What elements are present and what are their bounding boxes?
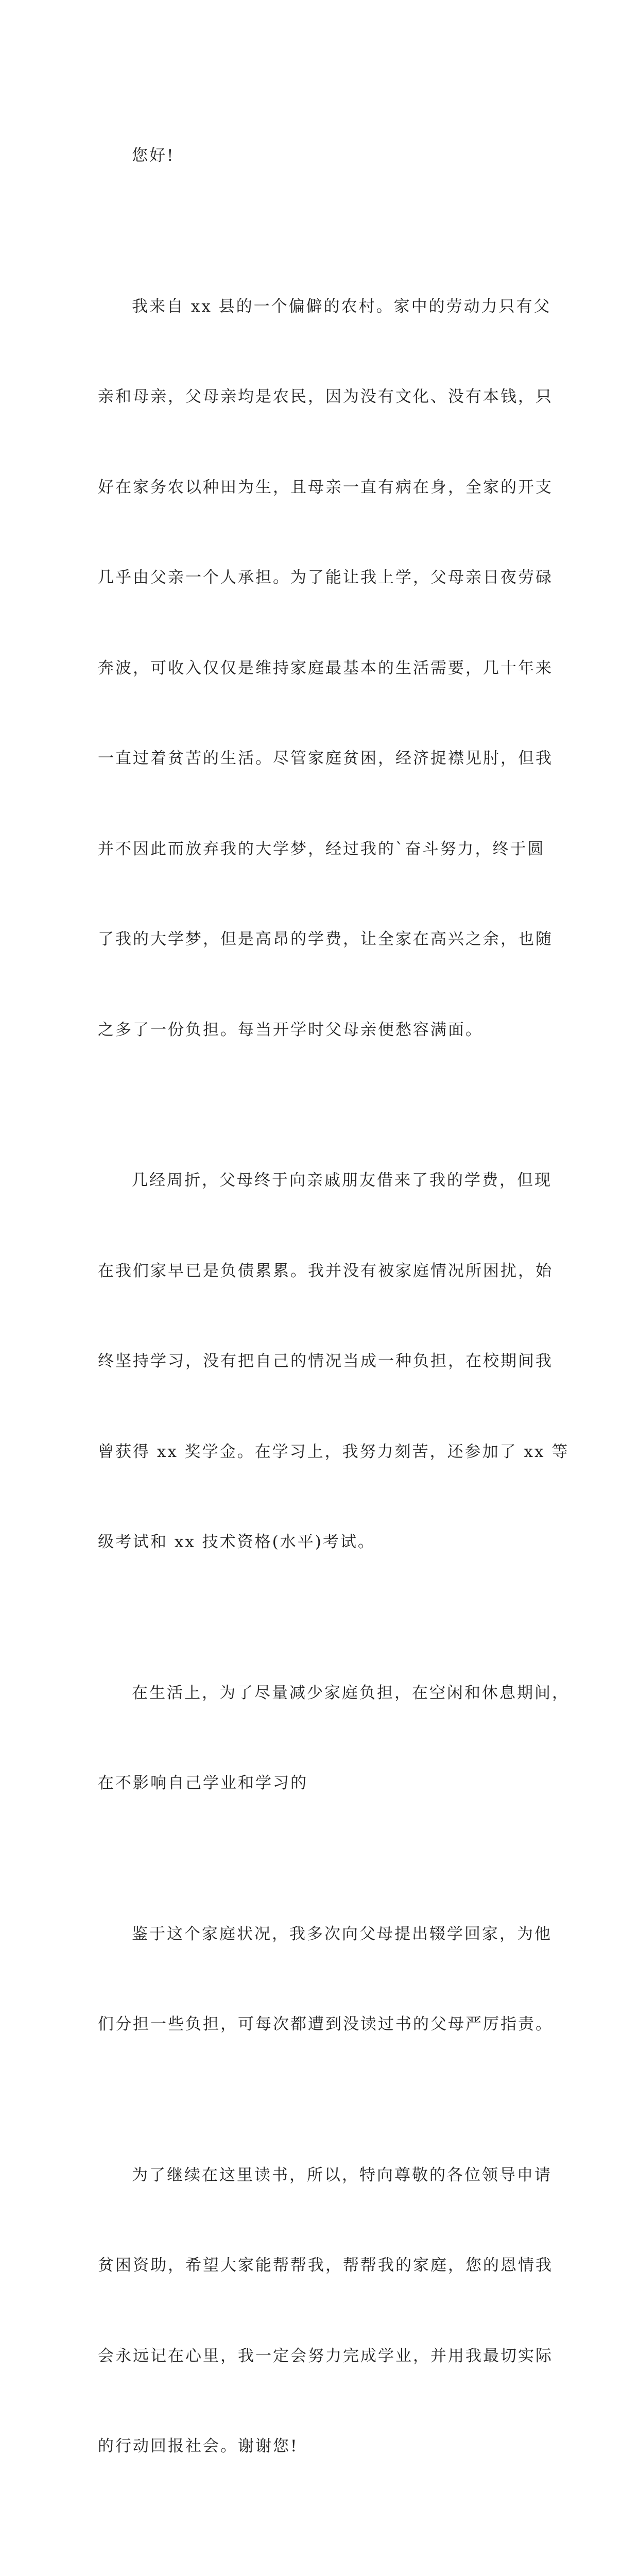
paragraph-family-situation [98,1859,551,2100]
paragraph-daily-life [98,1618,551,1859]
text-line: 我来自 xx 县的一个偏僻的农村。家中的劳动力只有父 [98,292,551,322]
document-page [0,0,639,904]
text-line: 并不因此而放弃我的大学梦，经过我的`奋斗努力，终于圆 [98,834,551,865]
paragraph-greeting [98,80,551,231]
paragraph-closing [98,2522,551,2576]
text-line: 好在家务农以种田为生，且母亲一直有病在身，全家的开支 [98,472,551,503]
text-line: 亲和母亲，父母亲均是农民，因为没有文化、没有本钱，只 [98,382,551,412]
text-line: 的行动回报社会。谢谢您! [98,2431,551,2462]
paragraph-family-background [98,231,551,1106]
text-line: 之多了一份负担。每当开学时父母亲便愁容满面。 [98,1015,551,1045]
text-line: 们分担一些负担，可每次都遭到没读过书的父母严厉指责。 [98,2009,551,2040]
text-line: 在我们家早已是负债累累。我并没有被家庭情况所困扰，始 [98,1256,551,1286]
text-line: 鉴于这个家庭状况，我多次向父母提出辍学回家，为他 [98,1919,551,1950]
text-line: 曾获得 xx 奖学金。在学习上，我努力刻苦，还参加了 xx 等 [98,1437,551,1467]
paragraph-studies [98,1105,551,1618]
text-line: 几经周折，父母终于向亲戚朋友借来了我的学费，但现 [98,1165,551,1196]
text-line: 为了继续在这里读书，所以，特向尊敬的各位领导申请 [98,2160,551,2191]
text-line: 了我的大学梦，但是高昂的学费，让全家在高兴之余，也随 [98,924,551,955]
letter-body [98,80,551,2576]
text-line: 一直过着贫苦的生活。尽管家庭贫困，经济捉襟见肘，但我 [98,743,551,774]
text-line: 会永远记在心里，我一定会努力完成学业，并用我最切实际 [98,2341,551,2371]
text-line: 几乎由父亲一个人承担。为了能让我上学，父母亲日夜劳碌 [98,563,551,593]
text-line: 您好! [98,141,551,171]
text-line: 贫困资助，希望大家能帮帮我，帮帮我的家庭，您的恩情我 [98,2250,551,2281]
text-line: 终坚持学习，没有把自己的情况当成一种负担，在校期间我 [98,1346,551,1377]
text-line: 奔波，可收入仅仅是维持家庭最基本的生活需要，几十年来 [98,653,551,684]
paragraph-request [98,2100,551,2522]
text-line: 在不影响自己学业和学习的 [98,1768,551,1799]
text-line: 在生活上，为了尽量减少家庭负担，在空闲和休息期间， [98,1678,551,1708]
text-line: 级考试和 xx 技术资格(水平)考试。 [98,1527,551,1557]
